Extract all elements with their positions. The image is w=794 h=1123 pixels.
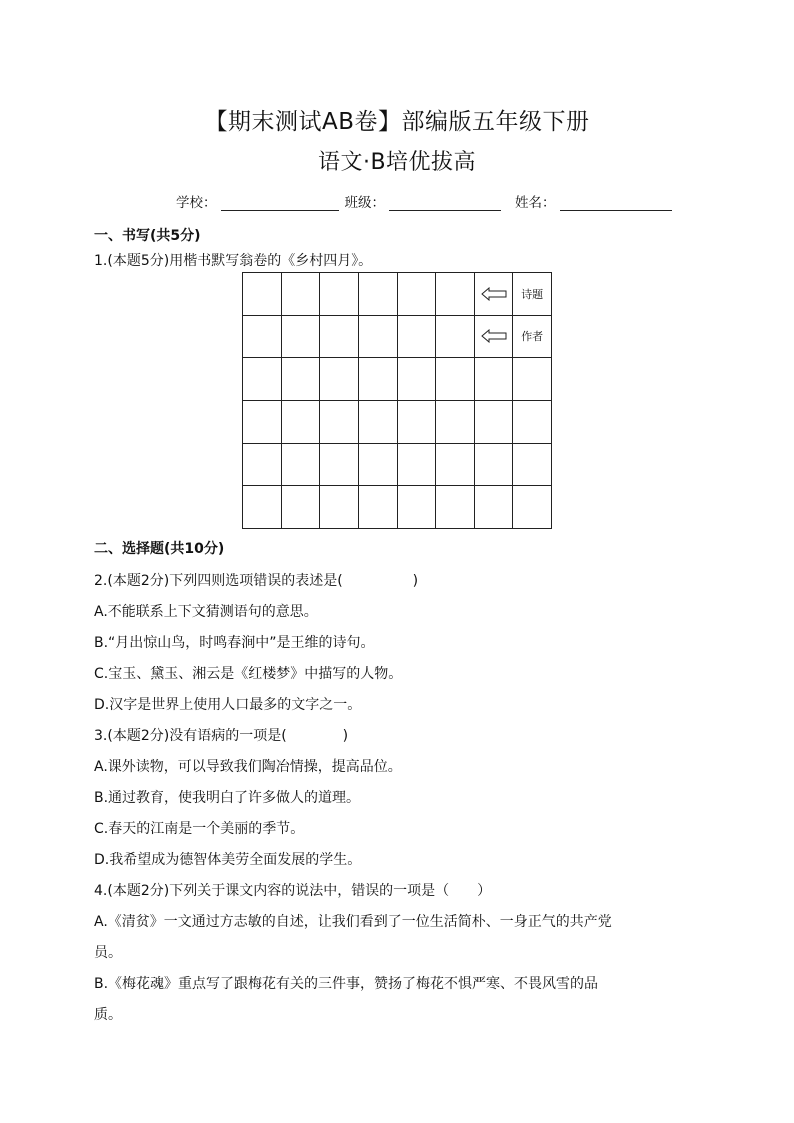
grid-cell[interactable] [243,358,282,401]
question-1-stem: 1.(本题5分)用楷书默写翁卷的《乡村四月》。 [94,253,373,269]
grid-cell[interactable] [359,401,398,444]
question-3-option-a[interactable]: A.课外读物，可以导致我们陶冶情操，提高品位。 [94,759,402,775]
grid-cell[interactable] [282,486,321,529]
grid-label-author: 作者 [513,316,552,359]
grid-cell[interactable] [320,486,359,529]
grid-cell[interactable] [282,401,321,444]
grid-cell[interactable] [475,401,514,444]
student-info-line [176,191,678,211]
question-4-stem: 4.(本题2分)下列关于课文内容的说法中，错误的一项是（ ） [94,883,492,899]
grid-cell[interactable] [475,486,514,529]
grid-cell[interactable] [436,444,475,487]
grid-cell[interactable] [436,401,475,444]
grid-cell[interactable] [398,316,437,359]
class-field[interactable] [389,194,501,211]
question-2-option-b[interactable]: B.“月出惊山鸟，时鸣春涧中”是王维的诗句。 [94,635,375,651]
grid-cell[interactable] [436,358,475,401]
grid-cell[interactable] [359,273,398,316]
school-field[interactable] [221,194,339,211]
grid-cell[interactable] [398,401,437,444]
question-2-option-a[interactable]: A.不能联系上下文猜测语句的意思。 [94,604,318,620]
left-arrow-icon [475,316,514,359]
grid-cell[interactable] [282,444,321,487]
question-3-stem: 3.(本题2分)没有语病的一项是( ) [94,728,349,744]
grid-cell[interactable] [243,444,282,487]
exam-subtitle: 语文·B培优拔高 [317,150,477,175]
left-arrow-icon [475,273,514,316]
section-writing-heading: 一、书写(共5分) [94,228,201,244]
grid-cell[interactable] [513,401,552,444]
grid-cell[interactable] [436,316,475,359]
grid-cell[interactable] [398,486,437,529]
grid-cell[interactable] [475,358,514,401]
writing-grid [242,272,552,529]
grid-cell[interactable] [243,486,282,529]
grid-cell[interactable] [320,444,359,487]
grid-cell[interactable] [513,358,552,401]
grid-cell[interactable] [359,444,398,487]
class-label: 班级： [344,195,385,211]
question-2-stem: 2.(本题2分)下列四则选项错误的表述是( ) [94,573,419,589]
question-3-option-c[interactable]: C.春天的江南是一个美丽的季节。 [94,821,305,837]
grid-cell[interactable] [282,273,321,316]
grid-cell[interactable] [282,358,321,401]
grid-cell[interactable] [513,486,552,529]
exam-title: 【期末测试AB卷】部编版五年级下册 [204,109,590,135]
section-choice-heading: 二、选择题(共10分) [94,541,225,557]
question-4-option-b-line2[interactable]: 质。 [94,1007,122,1023]
question-4-option-a-line2[interactable]: 员。 [94,945,122,961]
grid-cell[interactable] [320,316,359,359]
grid-cell[interactable] [243,401,282,444]
name-label: 姓名： [515,195,556,211]
question-3-option-d[interactable]: D.我希望成为德智体美劳全面发展的学生。 [94,852,362,868]
grid-cell[interactable] [320,358,359,401]
grid-cell[interactable] [359,316,398,359]
grid-cell[interactable] [320,401,359,444]
grid-cell[interactable] [436,273,475,316]
grid-cell[interactable] [398,444,437,487]
grid-cell[interactable] [359,486,398,529]
question-2-option-d[interactable]: D.汉字是世界上使用人口最多的文字之一。 [94,697,362,713]
question-3-option-b[interactable]: B.通过教育，使我明白了许多做人的道理。 [94,790,361,806]
grid-cell[interactable] [513,444,552,487]
grid-cell[interactable] [243,316,282,359]
grid-cell[interactable] [475,444,514,487]
grid-cell[interactable] [243,273,282,316]
grid-cell[interactable] [436,486,475,529]
grid-cell[interactable] [398,358,437,401]
school-label: 学校： [176,195,217,211]
grid-cell[interactable] [359,358,398,401]
question-2-option-c[interactable]: C.宝玉、黛玉、湘云是《红楼梦》中描写的人物。 [94,666,403,682]
question-4-option-a-line1[interactable]: A.《清贫》一文通过方志敏的自述，让我们看到了一位生活简朴、一身正气的共产党 [94,914,612,930]
name-field[interactable] [560,194,672,211]
grid-cell[interactable] [282,316,321,359]
grid-label-poem-title: 诗题 [513,273,552,316]
grid-cell[interactable] [398,273,437,316]
question-4-option-b-line1[interactable]: B.《梅花魂》重点写了跟梅花有关的三件事，赞扬了梅花不惧严寒、不畏风雪的品 [94,976,599,992]
grid-cell[interactable] [320,273,359,316]
